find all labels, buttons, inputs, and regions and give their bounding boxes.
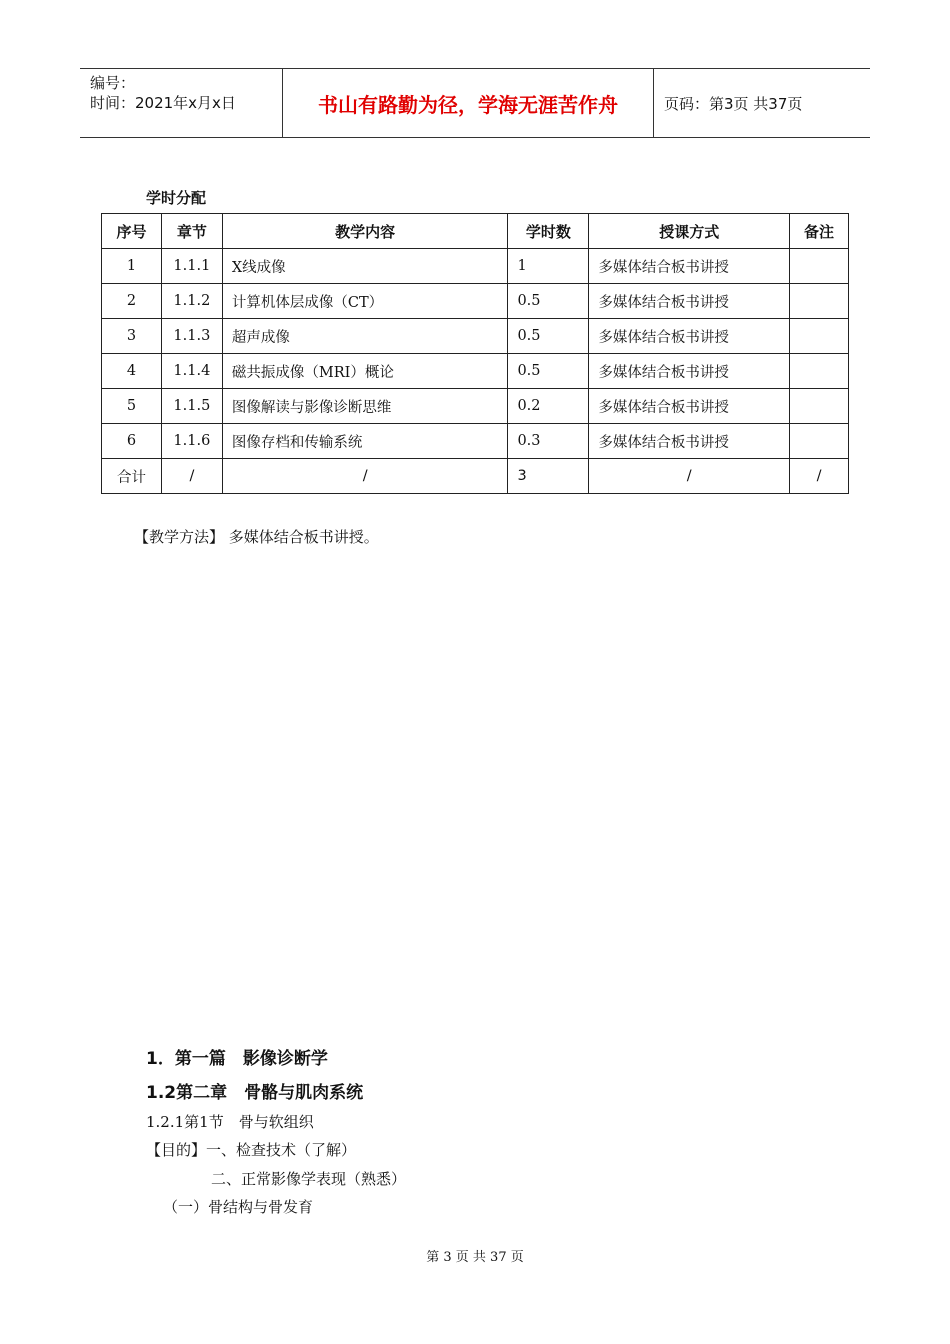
col-header-content: 教学内容 [222,214,508,249]
header-page-info: 页码：第3页 共37页 [664,94,803,113]
table-row [102,319,849,354]
subsection-heading: （一）骨结构与骨发育 [163,1198,314,1216]
cell-no: 1 [102,249,162,284]
page-footer: 第 3 页 共 37 页 [426,1250,524,1265]
col-header-method: 授课方式 [589,214,790,249]
total-method: / [589,459,790,494]
part-heading: 1．第一篇 影像诊断学 [146,1049,328,1069]
cell-no: 3 [102,319,162,354]
cell-remark [790,424,849,459]
total-remark: / [790,459,849,494]
table-row [102,354,849,389]
cell-remark [790,389,849,424]
cell-chapter: 1.1.2 [161,284,222,319]
table-row [102,284,849,319]
cell-method: 多媒体结合板书讲授 [589,354,790,389]
table-row [102,249,849,284]
table-row [102,424,849,459]
table-header-row [102,214,849,249]
table-row [102,389,849,424]
header-meta [80,69,282,137]
total-chapter: / [161,459,222,494]
cell-no: 4 [102,354,162,389]
cell-hours: 0.2 [508,389,589,424]
cell-chapter: 1.1.6 [161,424,222,459]
total-label: 合计 [102,459,162,494]
time-label: 时间：2021年x月x日 [90,94,236,112]
cell-hours: 0.5 [508,319,589,354]
col-header-remark: 备注 [790,214,849,249]
cell-no: 6 [102,424,162,459]
cell-content: 超声成像 [222,319,508,354]
section-label: 学时分配 [146,189,207,207]
cell-method: 多媒体结合板书讲授 [589,319,790,354]
cell-hours: 0.5 [508,354,589,389]
cell-content: X线成像 [222,249,508,284]
section-heading: 1.2.1第1节 骨与软组织 [146,1113,314,1131]
cell-content: 图像存档和传输系统 [222,424,508,459]
number-label: 编号： [90,74,136,92]
cell-content: 图像解读与影像诊断思维 [222,389,508,424]
objective-line-1: 【目的】一、检查技术（了解） [146,1141,357,1159]
total-hours: 3 [508,459,589,494]
cell-method: 多媒体结合板书讲授 [589,389,790,424]
schedule-table [101,213,849,494]
cell-hours: 0.5 [508,284,589,319]
objective-line-2: 二、正常影像学表现（熟悉） [211,1170,407,1188]
cell-chapter: 1.1.5 [161,389,222,424]
cell-no: 5 [102,389,162,424]
cell-remark [790,284,849,319]
table-total-row [102,459,849,494]
cell-content: 计算机体层成像（CT） [222,284,508,319]
cell-no: 2 [102,284,162,319]
cell-method: 多媒体结合板书讲授 [589,424,790,459]
total-content: / [222,459,508,494]
cell-method: 多媒体结合板书讲授 [589,284,790,319]
cell-method: 多媒体结合板书讲授 [589,249,790,284]
cell-remark [790,354,849,389]
cell-chapter: 1.1.4 [161,354,222,389]
cell-remark [790,319,849,354]
page-header [80,68,870,138]
cell-remark [790,249,849,284]
cell-hours: 0.3 [508,424,589,459]
cell-content: 磁共振成像（MRI）概论 [222,354,508,389]
col-header-chapter: 章节 [161,214,222,249]
cell-hours: 1 [508,249,589,284]
col-header-no: 序号 [102,214,162,249]
col-header-hours: 学时数 [508,214,589,249]
cell-chapter: 1.1.1 [161,249,222,284]
chapter-heading: 1.2第二章 骨骼与肌肉系统 [146,1083,364,1103]
cell-chapter: 1.1.3 [161,319,222,354]
teaching-method: 【教学方法】 多媒体结合板书讲授。 [134,528,379,546]
header-motto: 书山有路勤为径，学海无涯苦作舟 [282,69,654,137]
